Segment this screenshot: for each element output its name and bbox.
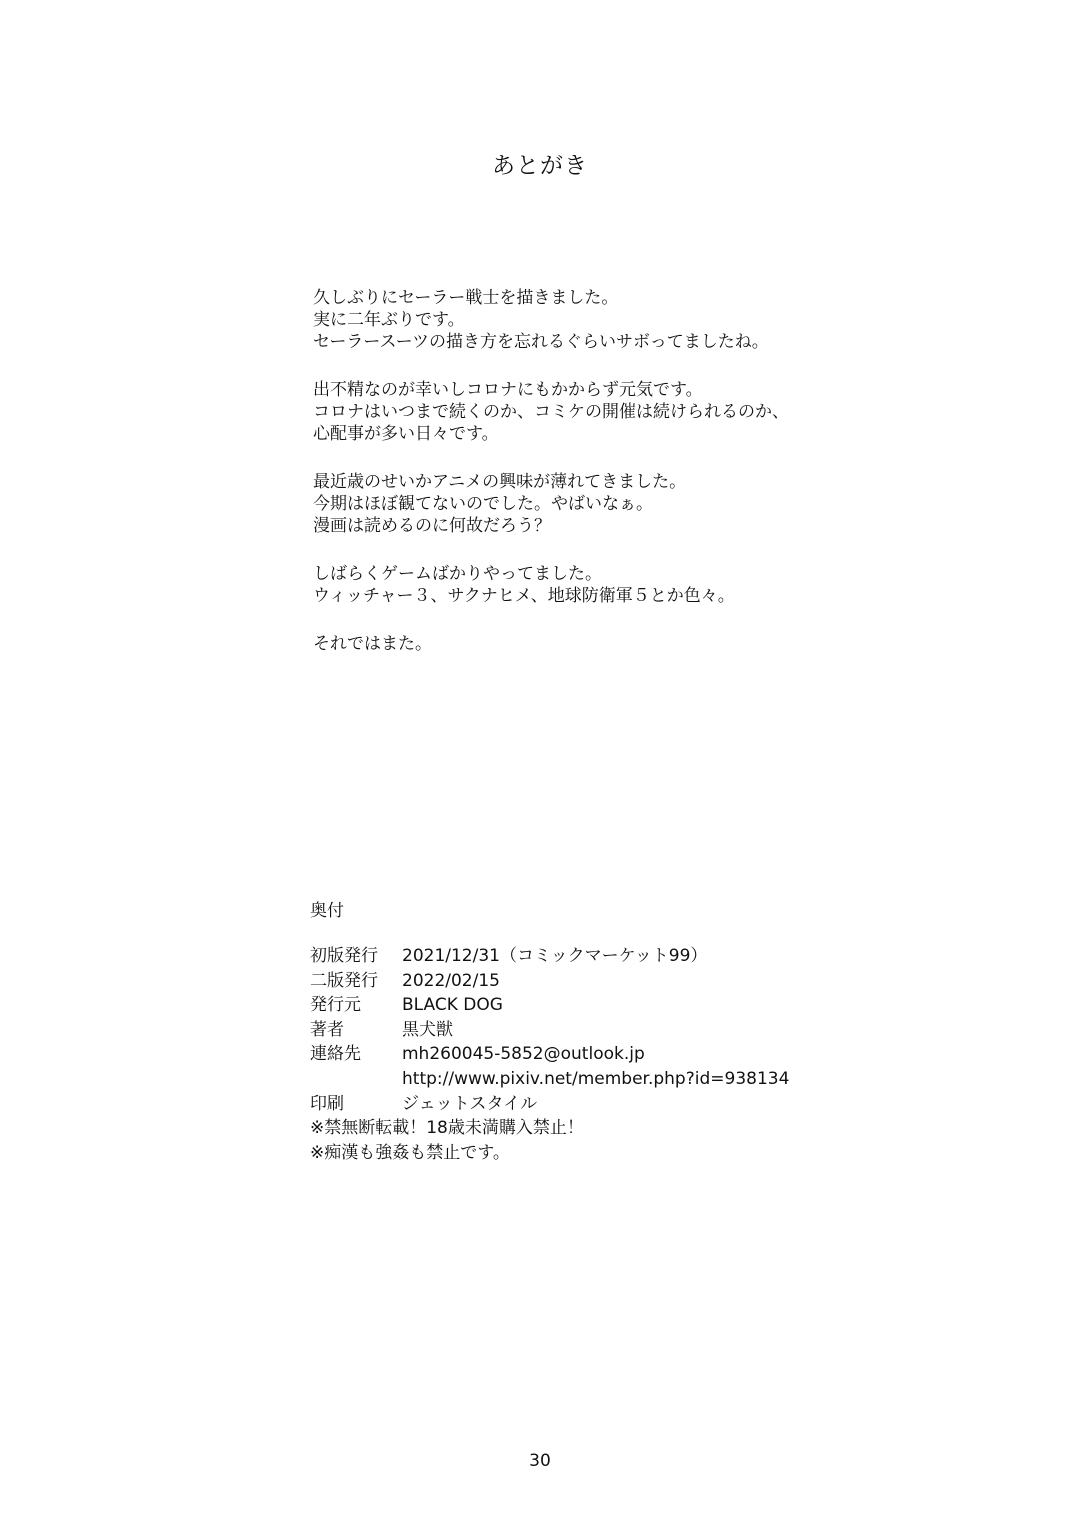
colophon-row-author	[310, 1018, 1010, 1043]
colophon-label: 初版発行	[310, 946, 378, 966]
colophon-label: 印刷	[310, 1093, 344, 1114]
colophon-heading: 奥付	[310, 901, 344, 921]
colophon-row-contact-url	[310, 1067, 1010, 1092]
contact-email: mh260045-5852@outlook.jp	[402, 1044, 645, 1065]
colophon-row-second-edition	[310, 969, 1010, 994]
afterword-line: 久しぶりにセーラー戦士を描きました。	[313, 288, 619, 308]
colophon-row-publisher	[310, 993, 1010, 1018]
afterword-paragraph	[313, 633, 1033, 655]
colophon-label	[310, 1067, 402, 1092]
afterword-line: 今期はほぼ観てないのでした。やばいなぁ。	[313, 494, 653, 514]
afterword-line: コロナはいつまで続くのか、コミケの開催は続けられるのか、	[313, 402, 789, 422]
colophon-row-first-edition	[310, 944, 1010, 969]
colophon-label: 二版発行	[310, 970, 378, 991]
colophon-label: 発行元	[310, 995, 361, 1016]
afterword-line: ウィッチャー３、サクナヒメ、地球防衛軍５とか色々。	[313, 586, 735, 606]
afterword-body	[313, 287, 1033, 681]
afterword-line: それではまた。	[313, 634, 432, 654]
afterword-line: 心配事が多い日々です。	[313, 424, 499, 444]
colophon-note: ※禁無断転載！18歳未満購入禁止！	[310, 1118, 584, 1139]
afterword-paragraph	[313, 379, 1033, 445]
colophon-label: 著者	[310, 1019, 344, 1040]
colophon-label: 連絡先	[310, 1044, 361, 1065]
afterword-line: 実に二年ぶりです。	[313, 310, 465, 330]
afterword-paragraph	[313, 471, 1033, 537]
contact-url: http://www.pixiv.net/member.php?id=938134	[402, 1068, 790, 1089]
colophon-table	[310, 944, 1010, 1165]
colophon-row-printer	[310, 1092, 1010, 1117]
colophon-row-contact	[310, 1042, 1010, 1067]
afterword-line: しばらくゲームばかりやってました。	[313, 564, 602, 584]
colophon-value: 2021/12/31（コミックマーケット99）	[402, 946, 708, 966]
colophon-value: 2022/02/15	[402, 970, 500, 991]
afterword-line: 最近歳のせいかアニメの興味が薄れてきました。	[313, 472, 687, 492]
afterword-line: 出不精なのが幸いしコロナにもかからず元気です。	[313, 380, 703, 400]
page-number: 30	[529, 1451, 551, 1471]
colophon-value: BLACK DOG	[402, 995, 503, 1016]
afterword-paragraph	[313, 563, 1033, 607]
afterword-line: 漫画は読めるのに何故だろう？	[313, 516, 551, 536]
page-title: あとがき	[492, 153, 588, 179]
afterword-line: セーラースーツの描き方を忘れるぐらいサボってましたね。	[313, 332, 769, 352]
colophon-note: ※痴漢も強姦も禁止です。	[310, 1142, 510, 1163]
colophon-value: 黒犬獣	[402, 1019, 453, 1040]
afterword-paragraph	[313, 287, 1033, 353]
colophon-value: ジェットスタイル	[402, 1093, 538, 1114]
